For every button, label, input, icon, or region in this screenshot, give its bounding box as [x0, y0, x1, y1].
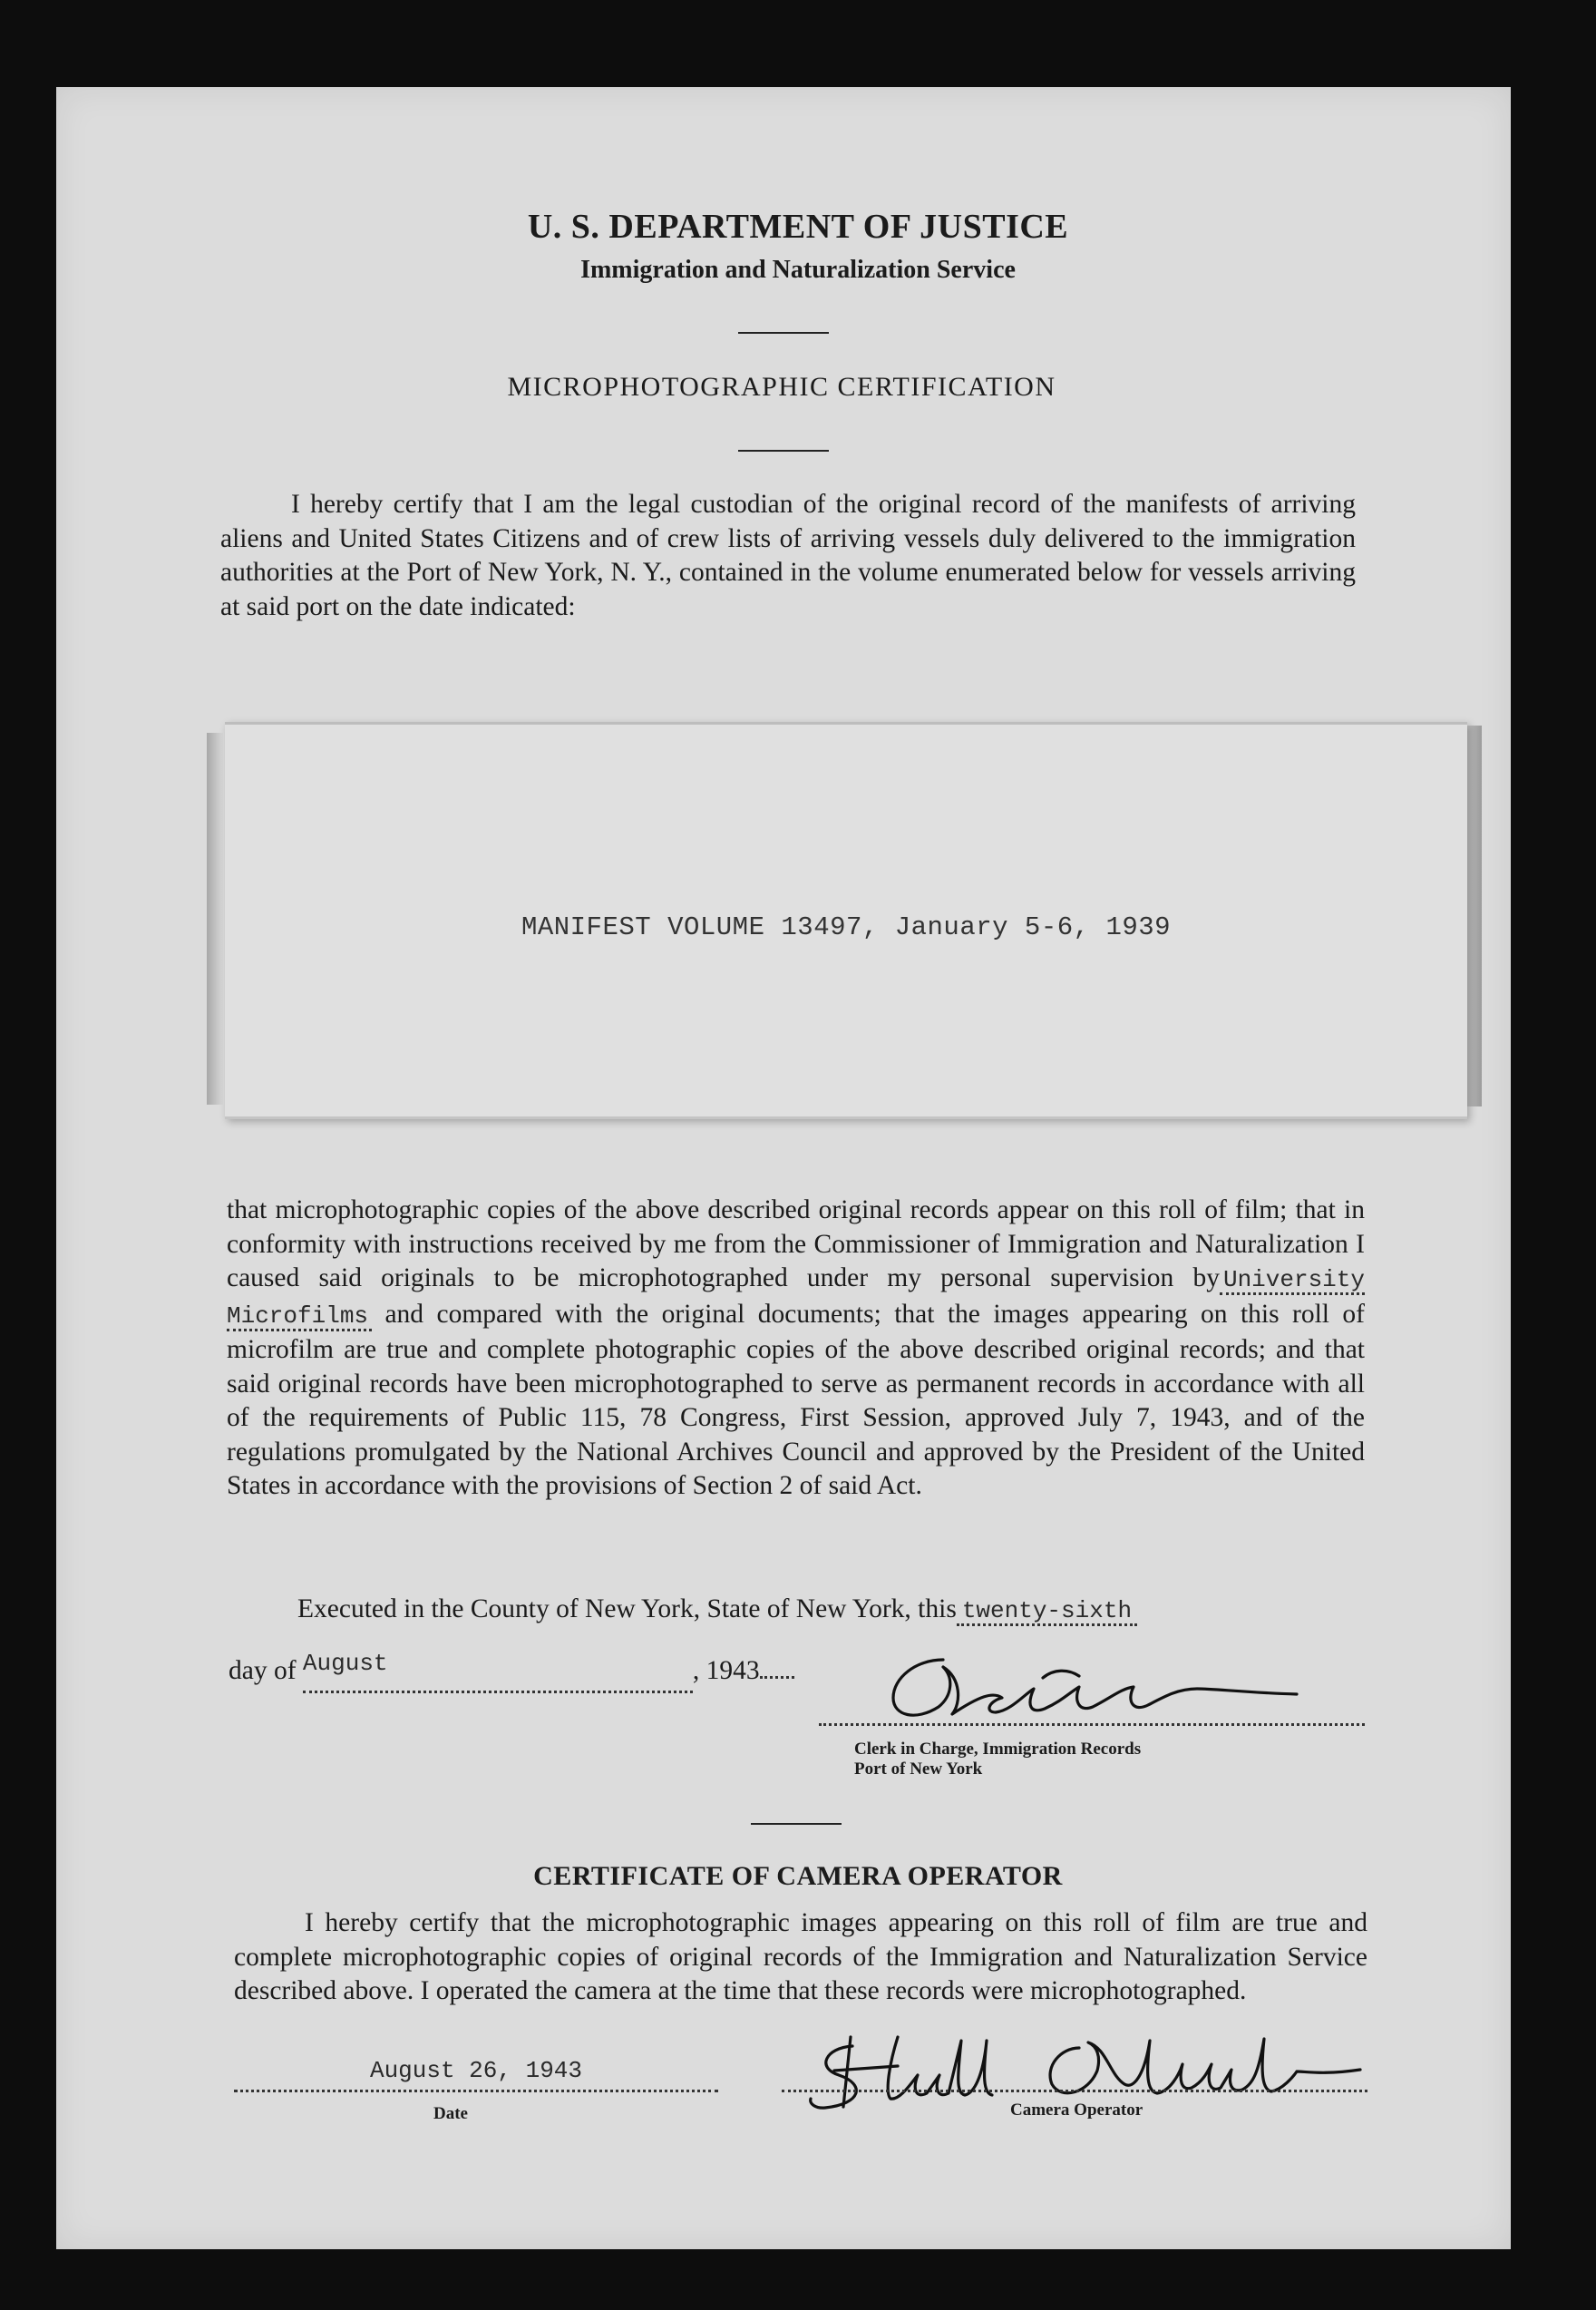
- page-title: U. S. DEPARTMENT OF JUSTICE: [527, 208, 1069, 246]
- date-line: [234, 2090, 718, 2092]
- page-subtitle: Immigration and Naturalization Service: [580, 256, 1016, 284]
- clerk-title-line1: Clerk in Charge, Immigration Records: [854, 1740, 1142, 1759]
- clerk-signature-line: [819, 1723, 1365, 1726]
- operator-date: August 26, 1943: [369, 2057, 583, 2084]
- execution-day-field: [957, 1594, 1137, 1626]
- clerk-signature: [816, 1642, 1324, 1741]
- day-of-line: [229, 1650, 794, 1693]
- company-name: University Microfilms: [227, 1266, 1365, 1330]
- section-divider: [738, 450, 829, 452]
- camera-operator-title: CERTIFICATE OF CAMERA OPERATOR: [533, 1861, 1063, 1891]
- certification-text-part1: that microphotographic copies of the above described original records appear on this roll of film; that in conformity with instructions received by me from the Commissioner of Immigration and Naturalization I caused said originals to be microphotographed under my personal supervision by: [227, 1195, 1365, 1292]
- month-value: August: [302, 1650, 388, 1677]
- header-divider: [738, 332, 829, 334]
- execution-line: [227, 1593, 1365, 1629]
- camera-operator-label: Camera Operator: [1010, 2100, 1143, 2120]
- date-label: Date: [433, 2104, 468, 2123]
- day-of-label: day of: [229, 1656, 297, 1685]
- date-field: [234, 2057, 718, 2084]
- camera-operator-paragraph: I hereby certify that the microphotographic images appearing on this roll of film are true and complete microphotographic copies of original records of the Immigration and Naturalization Service described above. I operated the camera at the time that these records were microphotographed.: [234, 1908, 1367, 2005]
- intro-paragraph: I hereby certify that I am the legal custodian of the original record of the manifests of arriving aliens and United States Citizens and of crew lists of arriving vessels duly delivered to the immigration authorities at the Port of New York, N. Y., contained in the volume enumerated below for vessels arriving at said port on the date indicated:: [220, 490, 1356, 621]
- card-shadow-left: [207, 733, 223, 1105]
- execution-day: twenty-sixth: [961, 1597, 1133, 1624]
- execution-prefix: Executed in the County of New York, State of New York, this: [297, 1594, 957, 1623]
- operator-signature-line: [782, 2090, 1367, 2092]
- certification-paragraph: [227, 1194, 1365, 1504]
- clerk-title-line2: Port of New York: [854, 1759, 983, 1779]
- certification-text-part2: and compared with the original documents; that the images appearing on this roll of microfilm are true and complete photographic copies of the above described original records; and that said original records have been microphotographed to serve as permanent records in accordance with all of the requirements of Public 115, 78 Congress, First Session, approved July 7, 1943, and of the regulations promulgated by the National Archives Council and approved by the President of the United States in accordance with the provisions of Section 2 of said Act.: [227, 1299, 1366, 1500]
- manifest-volume-label: MANIFEST VOLUME 13497, January 5-6, 1939: [521, 912, 1172, 942]
- camera-divider: [751, 1823, 842, 1825]
- execution-year: , 1943: [692, 1656, 760, 1685]
- section-title: MICROPHOTOGRAPHIC CERTIFICATION: [507, 372, 1056, 402]
- month-field: [302, 1650, 693, 1693]
